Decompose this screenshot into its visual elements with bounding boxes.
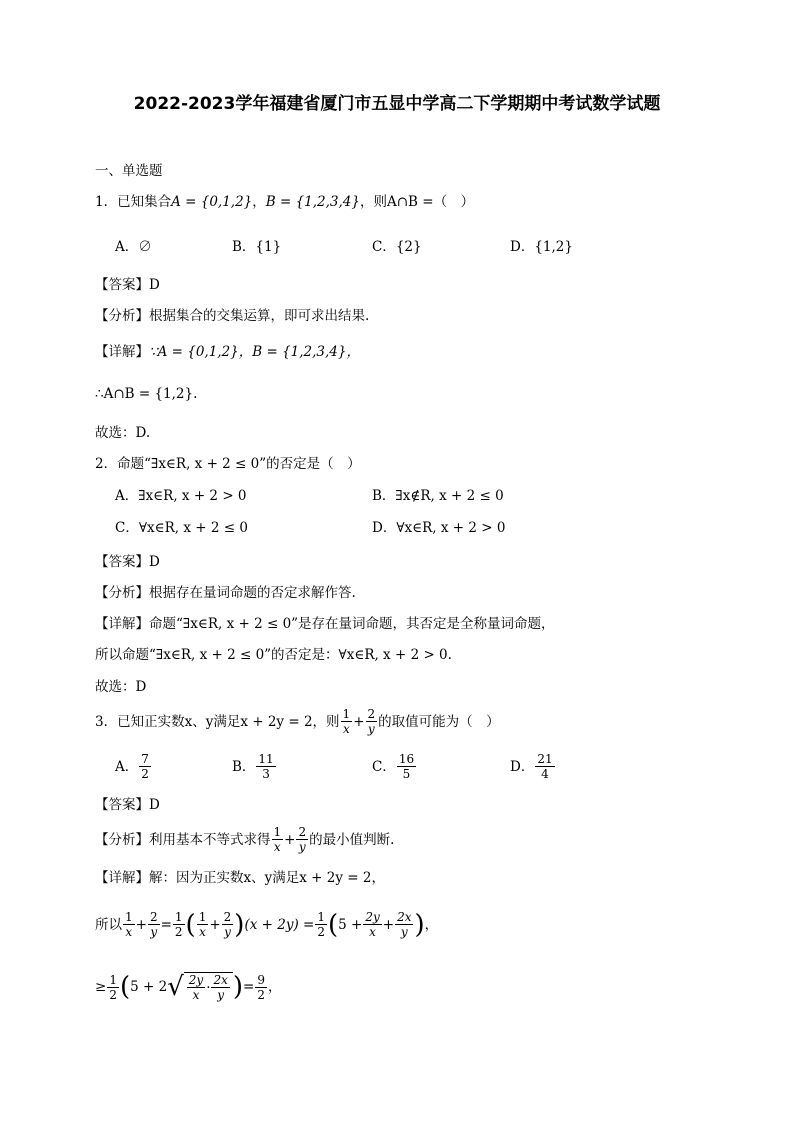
q2-option-c: C．∀x∈R, x + 2 ≤ 0 bbox=[115, 520, 248, 536]
q3-equation-2: ≥ $\frac{1}{2}$ ( 5 + 2 √ $\frac{2y}{x}$ · $\frac{2x}{y}$ ) = $\frac{9}{2}$ ， bbox=[95, 972, 282, 1002]
q1-answer: 【答案】D bbox=[95, 277, 160, 293]
q1-option-c: C．{2} bbox=[372, 239, 422, 255]
square-root: √ $\frac{2y}{x}$ · $\frac{2x}{y}$ bbox=[167, 972, 233, 1002]
question-3-stem: 3．已知正实数x、y满足x + 2y = 2，则 $\frac{1}{x}$ + $\frac{2}{y}$ 的取值可能为（ ） bbox=[95, 707, 500, 736]
q1-detail-2: ∴A∩B = {1,2}. bbox=[95, 386, 198, 402]
q2-option-d: D．∀x∈R, x + 2 > 0 bbox=[372, 520, 506, 536]
q2-answer: 【答案】D bbox=[95, 554, 160, 570]
q3-equation-1: 所以 $\frac{1}{x}$ + $\frac{2}{y}$ = $\frac{1}{2}$ ( $\frac{1}{x}$ + $\frac{2}{y}$ ) (x + 2y) = $\frac{1}{2}$ ( 5 + $\frac{2y}{x}$ + $\frac{2x}{y}$ ) ， bbox=[95, 909, 439, 940]
page-title: 2022-2023学年福建省厦门市五显中学高二下学期期中考试数学试题 bbox=[133, 94, 661, 114]
q1-option-a: A．∅ bbox=[115, 239, 152, 255]
section-heading: 一、单选题 bbox=[95, 163, 163, 179]
q3-detail: 【详解】解：因为正实数x、y满足x + 2y = 2， bbox=[95, 870, 385, 886]
q3-option-a: A． $\frac{7}{2}$ bbox=[115, 752, 149, 781]
q3-option-c: C． $\frac{16}{5}$ bbox=[372, 752, 415, 781]
q2-choose: 故选：D bbox=[95, 679, 147, 695]
q1-option-b: B．{1} bbox=[232, 239, 282, 255]
question-1-stem: 1．已知集合A = {0,1,2}，B = {1,2,3,4}，则A∩B =（ ） bbox=[95, 194, 475, 210]
q2-detail: 【详解】命题“∃x∈R, x + 2 ≤ 0”是存在量词命题，其否定是全称量词命题， bbox=[95, 616, 555, 632]
q2-detail-2: 所以命题“∃x∈R, x + 2 ≤ 0”的否定是：∀x∈R, x + 2 > 0. bbox=[95, 647, 452, 663]
q1-analysis: 【分析】根据集合的交集运算，即可求出结果. bbox=[95, 308, 370, 324]
q3-option-b: B． $\frac{11}{3}$ bbox=[232, 752, 274, 781]
frac-2-over-y: $\frac{2}{y}$ bbox=[367, 707, 376, 736]
q2-option-a: A．∃x∈R, x + 2 > 0 bbox=[115, 488, 247, 504]
q3-analysis: 【分析】 利用基本不等式求得 $\frac{1}{x}$ + $\frac{2}{y}$ 的最小值判断. bbox=[95, 825, 395, 854]
question-2-stem: 2．命题“∃x∈R, x + 2 ≤ 0”的否定是（ ） bbox=[95, 456, 361, 472]
q1-detail: 【详解】∵A = {0,1,2}，B = {1,2,3,4}， bbox=[95, 344, 360, 360]
q1-option-d: D．{1,2} bbox=[510, 239, 573, 255]
q2-option-b: B．∃x∉R, x + 2 ≤ 0 bbox=[372, 488, 504, 504]
q3-answer: 【答案】D bbox=[95, 797, 160, 813]
frac-1-over-x: $\frac{1}{x}$ bbox=[342, 707, 351, 736]
q3-option-d: D． $\frac{21}{4}$ bbox=[510, 752, 553, 781]
q1-choose: 故选：D. bbox=[95, 425, 151, 441]
q2-analysis: 【分析】根据存在量词命题的否定求解作答. bbox=[95, 585, 356, 601]
